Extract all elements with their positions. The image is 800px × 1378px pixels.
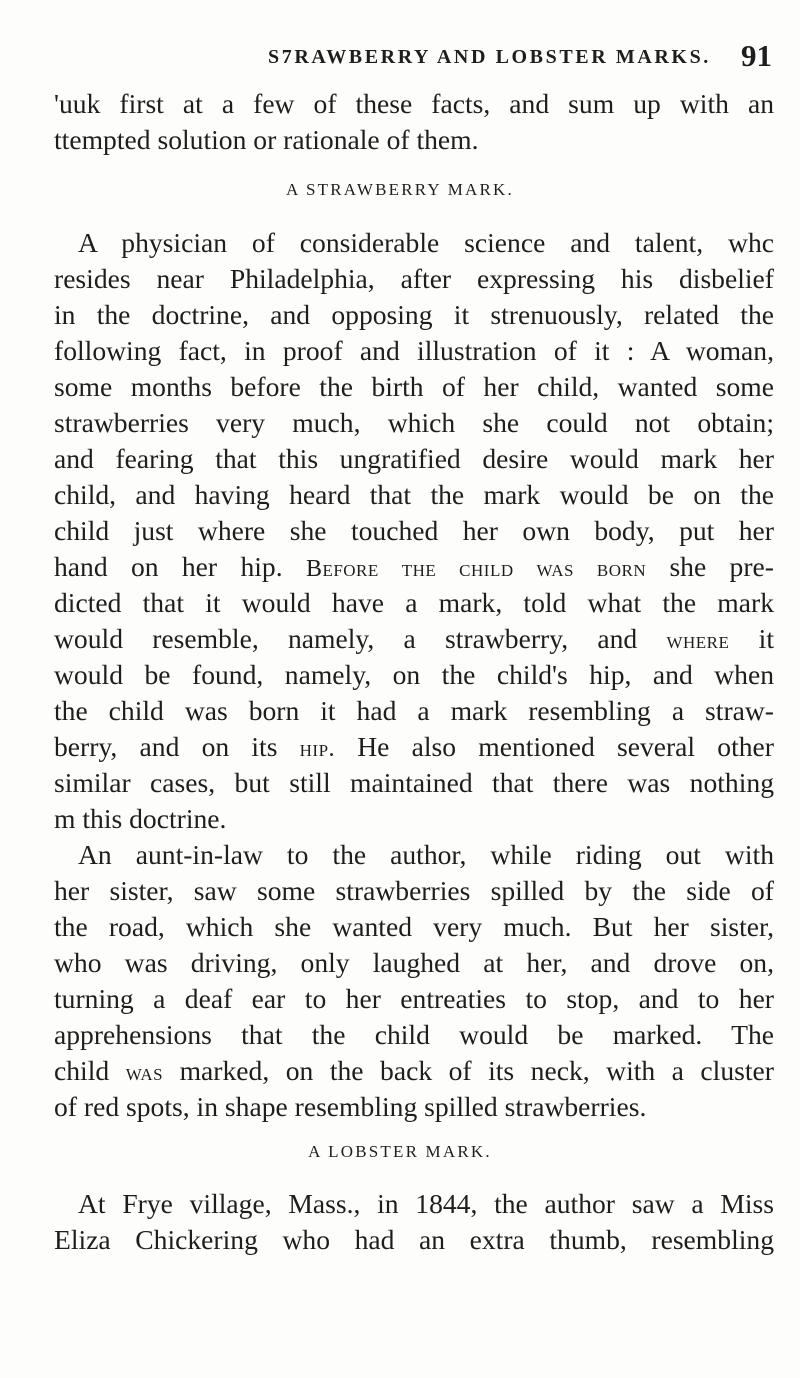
text-run: it — [758, 623, 774, 654]
text-line — [54, 621, 774, 657]
text-run: He also mentioned several other — [357, 731, 774, 762]
paragraph-frye-village — [54, 1186, 774, 1258]
text-run: she pre- — [669, 551, 774, 582]
text-line: apprehensions that the child would be marked. The — [54, 1019, 774, 1050]
text-line: strawberries very much, which she could not obtain; — [54, 407, 774, 438]
text-line: following fact, in proof and illustration of it : A woman, — [54, 335, 774, 366]
text-run: would resemble, namely, a strawberry, and — [54, 623, 638, 654]
running-header — [0, 36, 800, 80]
running-title: S7RAWBERRY AND LOBSTER MARKS. — [268, 46, 711, 68]
text-line: At Frye village, Mass., in 1844, the author saw a Miss — [78, 1188, 774, 1219]
text-line: ttempted solution or rationale of them. — [54, 124, 479, 155]
small-caps-run: where — [666, 628, 730, 654]
text-line: resides near Philadelphia, after expressing his disbelief — [54, 263, 774, 294]
text-line: child just where she touched her own body, put her — [54, 515, 774, 546]
text-line — [54, 549, 774, 585]
small-caps-run: hip. — [299, 736, 336, 762]
small-caps-run: Before the child was born — [305, 556, 647, 582]
paragraph-physician — [54, 225, 774, 837]
text-run: berry, and on its — [54, 731, 278, 762]
intro-paragraph — [54, 86, 774, 158]
text-line: in the doctrine, and opposing it strenuously, related the — [54, 299, 774, 330]
text-line: the child was born it had a mark resembling a straw- — [54, 695, 774, 726]
text-line: her sister, saw some strawberries spilled by the side of — [54, 875, 774, 906]
text-line: would be found, namely, on the child's hip, and when — [54, 659, 774, 690]
text-line: An aunt-in-law to the author, while riding out with — [78, 839, 774, 870]
text-line: and fearing that this ungratified desire would mark her — [54, 443, 774, 474]
text-line: 'uuk first at a few of these facts, and sum up with an — [54, 88, 774, 119]
text-run: child — [54, 1055, 110, 1086]
small-caps-run: was — [125, 1060, 164, 1086]
section-heading-lobster: A LOBSTER MARK. — [308, 1142, 492, 1161]
text-line: dicted that it would have a mark, told what the mark — [54, 587, 774, 618]
text-line: of red spots, in shape resembling spilled strawberries. — [54, 1091, 647, 1122]
text-line — [54, 729, 774, 765]
text-line: Eliza Chickering who had an extra thumb, resembling — [54, 1224, 774, 1255]
page-number: 91 — [741, 38, 772, 73]
text-line: A physician of considerable science and talent, whc — [78, 227, 774, 258]
paragraph-aunt — [54, 837, 774, 1125]
text-line — [54, 1053, 774, 1089]
text-line: who was driving, only laughed at her, and drove on, — [54, 947, 774, 978]
text-line: child, and having heard that the mark would be on the — [54, 479, 774, 510]
text-run: hand on her hip. — [54, 551, 283, 582]
text-line: the road, which she wanted very much. But her sister, — [54, 911, 774, 942]
text-line: turning a deaf ear to her entreaties to stop, and to her — [54, 983, 774, 1014]
text-run: marked, on the back of its neck, with a cluster — [179, 1055, 774, 1086]
text-line: similar cases, but still maintained that there was nothing — [54, 767, 774, 798]
text-line: m this doctrine. — [54, 803, 227, 834]
section-heading-strawberry: A STRAWBERRY MARK. — [286, 180, 514, 199]
text-line: some months before the birth of her child, wanted some — [54, 371, 774, 402]
